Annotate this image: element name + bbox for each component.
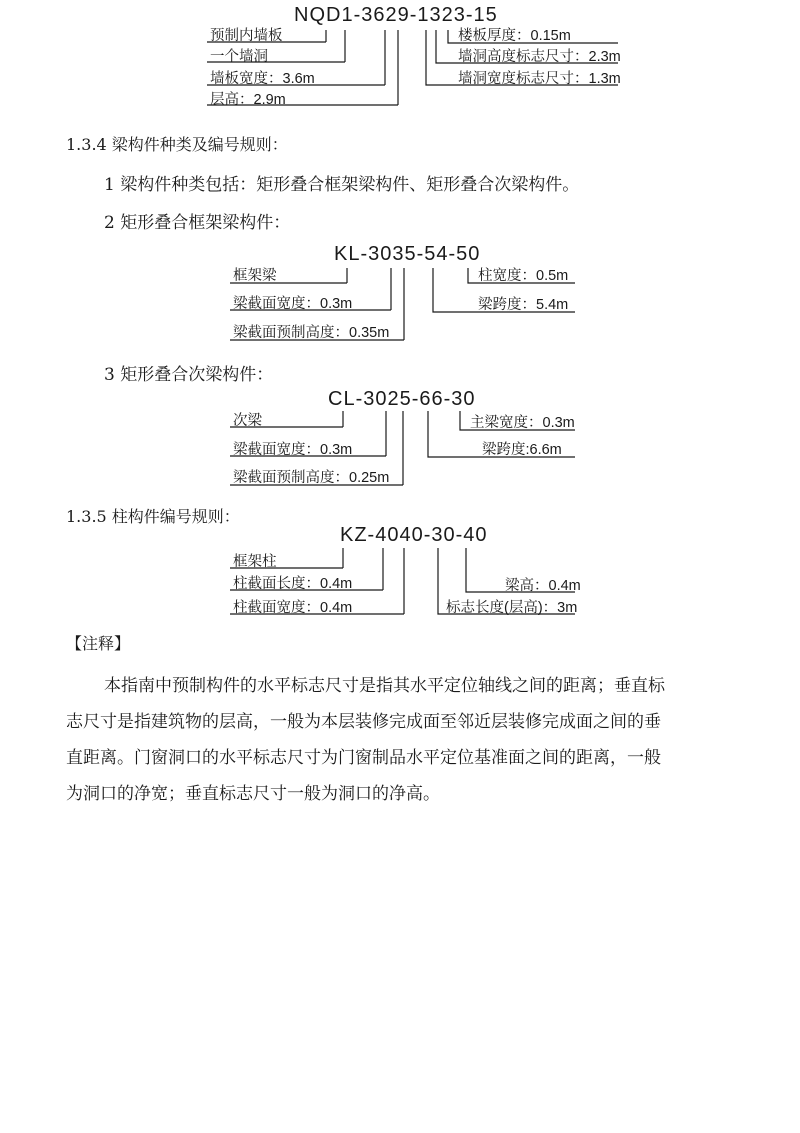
cl-label-width: 梁截面宽度：0.3m bbox=[233, 442, 353, 458]
wall-label-slab: 楼板厚度：0.15m bbox=[458, 28, 571, 44]
kl-code: KL-3035-54-50 bbox=[334, 243, 481, 265]
cl-label-type: 次梁 bbox=[233, 413, 262, 429]
cl-label-span: 梁跨度:6.6m bbox=[482, 442, 562, 458]
kz-label-width: 柱截面宽度：0.4m bbox=[233, 600, 353, 616]
section-134-item3: 3 矩形叠合次梁构件： bbox=[104, 365, 274, 385]
kz-label-beam-height: 梁高：0.4m bbox=[505, 578, 581, 594]
note-line-3: 直距离。门窗洞口的水平标志尺寸为门窗制品水平定位基准面之间的距离，一般 bbox=[66, 748, 661, 768]
kz-code: KZ-4040-30-40 bbox=[340, 524, 488, 546]
section-134-item2: 2 矩形叠合框架梁构件： bbox=[104, 213, 291, 233]
note-line-2: 志尺寸是指建筑物的层高，一般为本层装修完成面至邻近层装修完成面之间的垂 bbox=[66, 712, 661, 732]
section-134-item1: 1 梁构件种类包括：矩形叠合框架梁构件、矩形叠合次梁构件。 bbox=[104, 175, 580, 195]
section-134-title: 1.3.4 梁构件种类及编号规则： bbox=[66, 135, 288, 154]
kz-label-type: 框架柱 bbox=[233, 554, 277, 570]
kz-label-length: 柱截面长度：0.4m bbox=[233, 576, 353, 592]
wall-label-opening: 一个墙洞 bbox=[210, 49, 268, 65]
wall-label-opening-width: 墙洞宽度标志尺寸：1.3m bbox=[458, 71, 621, 87]
wall-label-height: 层高：2.9m bbox=[210, 92, 286, 108]
cl-label-height: 梁截面预制高度：0.25m bbox=[233, 470, 390, 486]
section-135-title: 1.3.5 柱构件编号规则： bbox=[66, 507, 240, 526]
kl-label-span: 梁跨度：5.4m bbox=[478, 297, 569, 313]
note-line-1: 本指南中预制构件的水平标志尺寸是指其水平定位轴线之间的距离；垂直标 bbox=[104, 676, 665, 696]
wall-label-width: 墙板宽度：3.6m bbox=[210, 71, 315, 87]
kz-label-storey-height: 标志长度(层高)：3m bbox=[446, 600, 578, 616]
wall-code: NQD1-3629-1323-15 bbox=[294, 4, 498, 26]
kl-label-type: 框架梁 bbox=[233, 268, 277, 284]
kl-label-column-width: 柱宽度：0.5m bbox=[478, 268, 569, 284]
kl-label-width: 梁截面宽度：0.3m bbox=[233, 296, 353, 312]
kl-label-height: 梁截面预制高度：0.35m bbox=[233, 325, 390, 341]
note-title: 【注释】 bbox=[66, 634, 131, 653]
wall-label-opening-height: 墙洞高度标志尺寸：2.3m bbox=[458, 49, 621, 65]
cl-code: CL-3025-66-30 bbox=[328, 388, 476, 410]
note-line-4: 为洞口的净宽；垂直标志尺寸一般为洞口的净高。 bbox=[66, 784, 440, 804]
cl-label-main-beam-width: 主梁宽度：0.3m bbox=[470, 415, 575, 431]
wall-label-type: 预制内墙板 bbox=[210, 28, 283, 44]
